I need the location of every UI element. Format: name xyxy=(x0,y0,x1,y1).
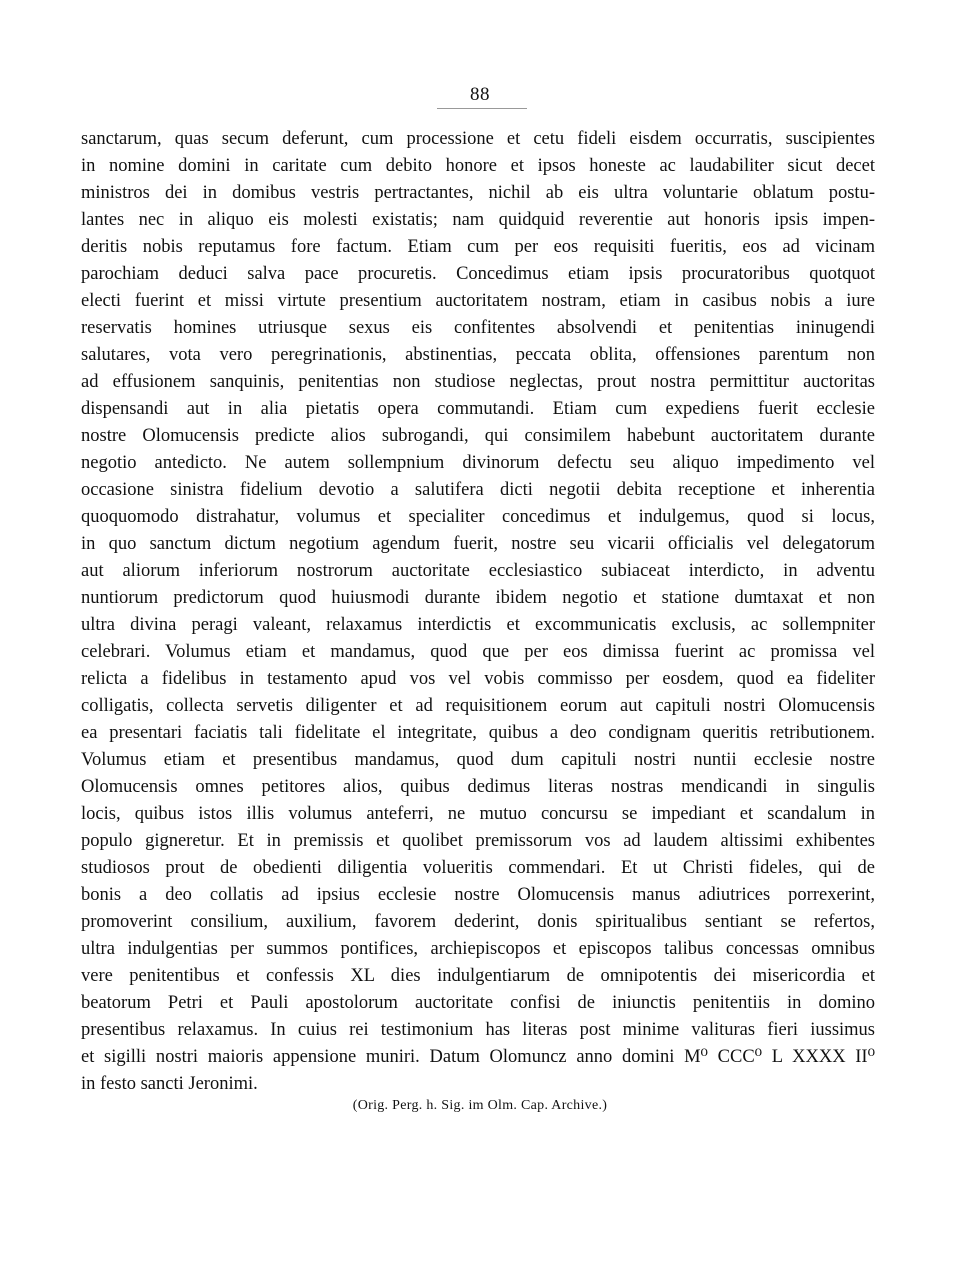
text-line: beatorum Petri et Pauli apostolorum auctoritate confisi de iniunctis penitentiis in domino xyxy=(81,993,875,1013)
text-line: lantes nec in aliquo eis molesti existatis; nam quidquid reverentie aut honoris ipsis impen- xyxy=(81,210,875,230)
header-rule xyxy=(437,108,527,109)
text-line: reservatis homines utriusque sexus eis confitentes absolvendi et penitentias ininugendi xyxy=(81,318,875,338)
text-line: colligatis, collecta servetis diligenter et ad requisitionem eorum aut capituli nostri Olomucensis xyxy=(81,696,875,716)
text-line: sanctarum, quas secum deferunt, cum processione et cetu fideli eisdem occurratis, suscipientes xyxy=(81,129,875,149)
body-text xyxy=(81,126,875,1098)
text-line: aut aliorum inferiorum nostrorum auctoritate ecclesiastico subiaceat interdicto, in adventu xyxy=(81,561,875,581)
text-line: promoverint consilium, auxilium, favorem dederint, donis spiritualibus sentiant se refertos, xyxy=(81,912,875,932)
text-line: vere penitentibus et confessis XL dies indulgentiarum de omnipotentis dei misericordia et xyxy=(81,966,875,986)
text-line: occasione sinistra fidelium devotio a salutifera dicti negotii debita receptione et inherentia xyxy=(81,480,875,500)
text-line: Volumus etiam et presentibus mandamus, quod dum capituli nostri nuntii ecclesie nostre xyxy=(81,750,875,770)
text-line: salutares, vota vero peregrinationis, abstinentias, peccata oblita, offensiones parentum non xyxy=(81,345,875,365)
text-line: celebrari. Volumus etiam et mandamus, quod que per eos dimissa fuerint ac promissa vel xyxy=(81,642,875,662)
text-line: in nomine domini in caritate cum debito honore et ipsos honeste ac laudabiliter sicut decet xyxy=(81,156,875,176)
text-line: ultra indulgentias per summos pontifices, archiepiscopos et episcopos talibus concessas omnibus xyxy=(81,939,875,959)
text-line: et sigilli nostri maioris appensione muniri. Datum Olomuncz anno domini M⁰ CCC⁰ L XXXX II⁰ xyxy=(81,1047,875,1067)
text-line: negotio antedicto. Ne autem sollempnium divinorum defectu seu aliquo impedimento vel xyxy=(81,453,875,473)
text-line: bonis a deo collatis ad ipsius ecclesie nostre Olomucensis manus adiutrices porrexerint, xyxy=(81,885,875,905)
text-line: in festo sancti Jeronimi. xyxy=(81,1074,258,1094)
text-line: ad effusionem sanquinis, penitentias non studiose neglectas, prout nostra permittitur auctoritas xyxy=(81,372,875,392)
text-line: ea presentari faciatis tali fidelitate el integritate, quibus a deo condignam queritis retributionem. xyxy=(81,723,875,743)
text-line: locis, quibus istos illis volumus anteferri, ne mutuo concursu se impediant et scandalum in xyxy=(81,804,875,824)
page-number: 88 xyxy=(470,84,490,105)
text-line: nuntiorum predictorum quod huiusmodi durante ibidem negotio et statione dumtaxat et non xyxy=(81,588,875,608)
text-line: ultra divina peragi valeant, relaxamus interdictis et excommunicatis exclusis, ac sollempniter xyxy=(81,615,875,635)
text-line: deritis nobis reputamus fore factum. Etiam cum per eos requisiti fueritis, eos ad vicinam xyxy=(81,237,875,257)
text-line: ministros dei in domibus vestris pertractantes, nichil ab eis ultra voluntarie oblatum postu- xyxy=(81,183,875,203)
source-note: (Orig. Perg. h. Sig. im Olm. Cap. Archive.) xyxy=(352,1098,608,1113)
text-line: quoquomodo distrahatur, volumus et specialiter concedimus et indulgemus, quod si locus, xyxy=(81,507,875,527)
text-line: studiosos prout de obedienti diligentia volueritis commendari. Et ut Christi fideles, qui de xyxy=(81,858,875,878)
text-line: nostre Olomucensis predicte alios subrogandi, qui consimilem habebunt auctoritatem durante xyxy=(81,426,875,446)
text-line: relicta a fidelibus in testamento apud vos vel vobis commisso per eosdem, quod ea fideliter xyxy=(81,669,875,689)
text-line: electi fuerint et missi virtute presentium auctoritatem nostram, etiam in casibus nobis a iure xyxy=(81,291,875,311)
text-line: populo gigneretur. Et in premissis et quolibet premissorum vos ad laudem altissimi exhibentes xyxy=(81,831,875,851)
text-line: parochiam deduci salva pace procuretis. Concedimus etiam ipsis procuratoribus quotquot xyxy=(81,264,875,284)
text-line: presentibus relaxamus. In cuius rei testimonium has literas post minime valituras fieri iussimus xyxy=(81,1020,875,1040)
text-line: Olomucensis omnes petitores alios, quibus dedimus literas nostras mendicandi in singulis xyxy=(81,777,875,797)
text-line: dispensandi aut in alia pietatis opera commutandi. Etiam cum expediens fuerit ecclesie xyxy=(81,399,875,419)
text-line: in quo sanctum dictum negotium agendum fuerit, nostre seu vicarii officialis vel delegatorum xyxy=(81,534,875,554)
